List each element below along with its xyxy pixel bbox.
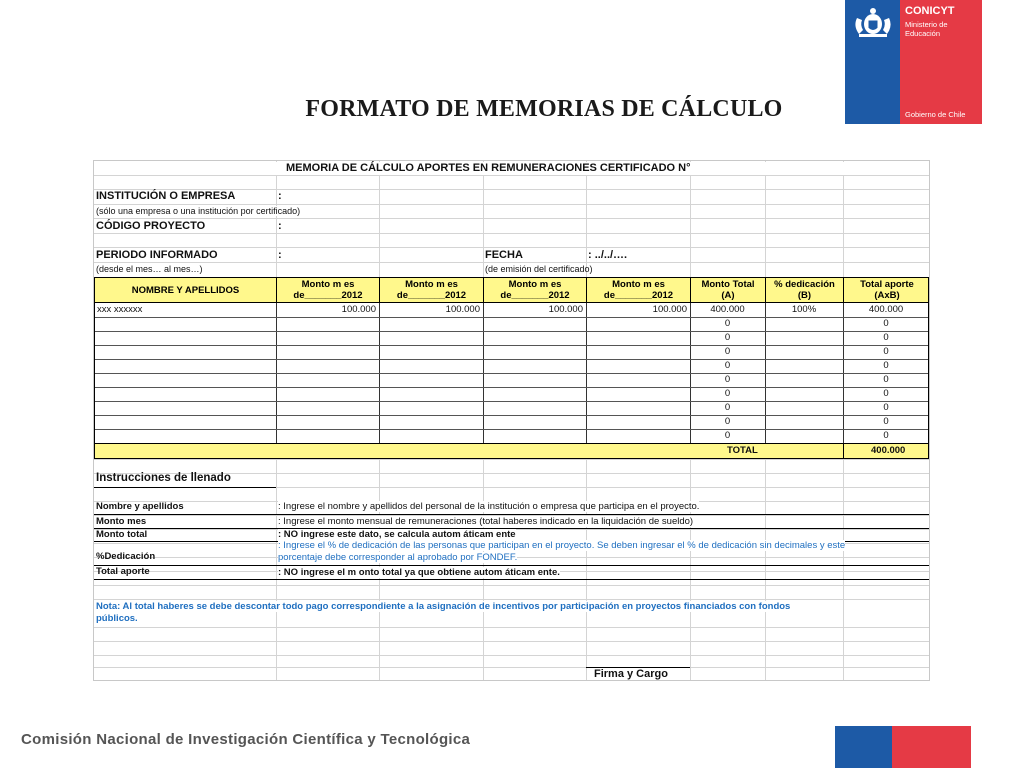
- institucion-label: INSTITUCIÓN O EMPRESA: [96, 190, 236, 202]
- row-divider: [95, 415, 928, 416]
- table-cell: xxx xxxxxx: [97, 304, 143, 315]
- grid-line: [94, 641, 929, 642]
- grid-line: [94, 627, 929, 628]
- footer-flag-bar: [835, 726, 971, 768]
- logo-ministry: Ministerio de Educación: [905, 20, 948, 38]
- column-header-month3: Monto m es de_______2012: [484, 278, 587, 302]
- table-cell: 0: [724, 360, 731, 371]
- instruction-label-nombre: Nombre y apellidos: [96, 501, 184, 512]
- table-cell: 0: [883, 416, 889, 427]
- column-header-aporte: Total aporte (AxB): [860, 279, 914, 301]
- grid-line: [94, 459, 929, 460]
- institucion-note: (sólo una empresa o una institución por certificado): [96, 206, 301, 216]
- row-divider: [95, 373, 928, 374]
- instruction-text-total-aporte: : NO ingrese el m onto total ya que obtiene autom áticam ente.: [278, 567, 560, 578]
- instruction-text-monto-mes: : Ingrese el monto mensual de remuneraciones (total haberes indicado en la liquidación de sueldo): [278, 516, 694, 527]
- fecha-value: : ../../….: [588, 249, 628, 261]
- fecha-label: FECHA: [485, 249, 523, 261]
- column-header-month2: Monto m es de_______2012: [380, 278, 484, 302]
- institucion-colon: :: [278, 190, 282, 202]
- instruction-text-dedicacion-1: : Ingrese el % de dedicación de las personas que participan en el proyecto. Se deben ingresar el % de dedicación sin decimales y este: [278, 540, 846, 551]
- grid-line: [94, 175, 929, 176]
- instruction-label-dedicacion: %Dedicación: [96, 551, 156, 562]
- column-header-month4: Monto m es de_______2012: [587, 278, 691, 302]
- flag-blue-block: [835, 726, 892, 768]
- instruction-text-nombre: : Ingrese el nombre y apellidos del personal de la institución o empresa que participa en el proyecto.: [278, 501, 700, 512]
- row-divider: [95, 359, 928, 360]
- instructions-title: Instrucciones de llenado: [96, 472, 231, 484]
- instruction-label-monto-total: Monto total: [96, 529, 148, 540]
- page-title: FORMATO DE MEMORIAS DE CÁLCULO: [305, 96, 783, 122]
- data-table-body: [94, 303, 929, 443]
- instruction-label-monto-mes: Monto mes: [96, 516, 147, 527]
- total-divider: [843, 444, 844, 458]
- table-cell: 400.000: [868, 304, 904, 315]
- row-divider: [95, 429, 928, 430]
- table-cell: 0: [724, 346, 731, 357]
- grid-line: [94, 247, 929, 248]
- row-divider: [95, 401, 928, 402]
- table-cell: 0: [724, 416, 731, 427]
- table-cell: 100.000: [652, 304, 687, 315]
- table-cell: 100.000: [341, 304, 376, 315]
- row-divider: [95, 317, 928, 318]
- footer-text: Comisión Nacional de Investigación Científica y Tecnológica: [21, 731, 471, 748]
- table-cell: 0: [724, 388, 731, 399]
- column-header-dedication: % dedicación (B): [766, 278, 844, 302]
- coat-of-arms-icon: [851, 6, 895, 40]
- column-header-total: Monto Total (A): [691, 278, 766, 302]
- row-divider: [95, 345, 928, 346]
- grid-line: [94, 262, 929, 263]
- table-cell: 0: [883, 360, 889, 371]
- instruction-label-total-aporte: Total aporte: [96, 566, 150, 577]
- codigo-label: CÓDIGO PROYECTO: [96, 220, 206, 232]
- table-cell: 0: [883, 318, 889, 329]
- table-header-row: [94, 277, 929, 303]
- grid-line: [94, 655, 929, 656]
- column-header-name: NOMBRE Y APELLIDOS: [95, 278, 277, 302]
- logo-government: Gobierno de Chile: [905, 110, 966, 119]
- table-cell: 400.000: [710, 304, 745, 315]
- instruction-separator: [94, 514, 929, 515]
- table-cell: 100.000: [548, 304, 583, 315]
- table-cell: 0: [883, 388, 889, 399]
- row-divider: [95, 331, 928, 332]
- instruction-separator: [94, 579, 929, 580]
- note-line-1: Nota: Al total haberes se debe descontar todo pago correspondiente a la asignación de incentivos por participación en proyectos financiados con fondos: [96, 601, 791, 612]
- total-row: [94, 443, 929, 459]
- table-cell: 0: [883, 374, 889, 385]
- grid-line: [94, 599, 929, 600]
- table-cell: 0: [724, 430, 731, 441]
- total-label: TOTAL: [727, 445, 758, 456]
- table-cell: 0: [724, 402, 731, 413]
- table-cell: 0: [883, 332, 889, 343]
- logo-org-name: CONICYT: [905, 5, 955, 17]
- table-cell: 0: [883, 430, 889, 441]
- spreadsheet: [93, 160, 930, 681]
- table-cell: 0: [883, 402, 889, 413]
- periodo-label: PERIODO INFORMADO: [96, 249, 218, 261]
- grid-line: [94, 667, 929, 668]
- grid-line: [94, 233, 929, 234]
- grid-line: [94, 218, 929, 219]
- table-cell: 100.000: [445, 304, 480, 315]
- flag-red-block: [892, 726, 971, 768]
- table-cell: 0: [883, 346, 889, 357]
- grid-line: [94, 585, 929, 586]
- total-value: 400.000: [871, 445, 906, 456]
- sheet-heading: MEMORIA DE CÁLCULO APORTES EN REMUNERACIONES CERTIFICADO N°: [286, 162, 691, 174]
- note-line-2: públicos.: [96, 613, 144, 624]
- instructions-underline: [94, 487, 276, 488]
- table-cell: 0: [724, 332, 731, 343]
- grid-line: [94, 204, 929, 205]
- table-cell: 0: [724, 374, 731, 385]
- column-header-month1: Monto m es de_______2012: [277, 278, 380, 302]
- row-divider: [95, 387, 928, 388]
- table-cell: 100%: [791, 304, 817, 315]
- codigo-colon: :: [278, 220, 282, 232]
- instruction-text-monto-total: : NO ingrese este dato, se calcula autom áticam ente: [278, 529, 516, 540]
- table-cell: 0: [724, 318, 731, 329]
- instruction-text-dedicacion-2: porcentaje debe corresponder al aprobado por FONDEF.: [278, 552, 518, 563]
- signature-label: Firma y Cargo: [594, 668, 668, 680]
- fecha-note: (de emisión del certificado): [485, 264, 593, 274]
- periodo-note: (desde el mes… al mes…): [96, 264, 203, 274]
- instruction-separator: [94, 565, 929, 566]
- periodo-colon: :: [278, 249, 282, 261]
